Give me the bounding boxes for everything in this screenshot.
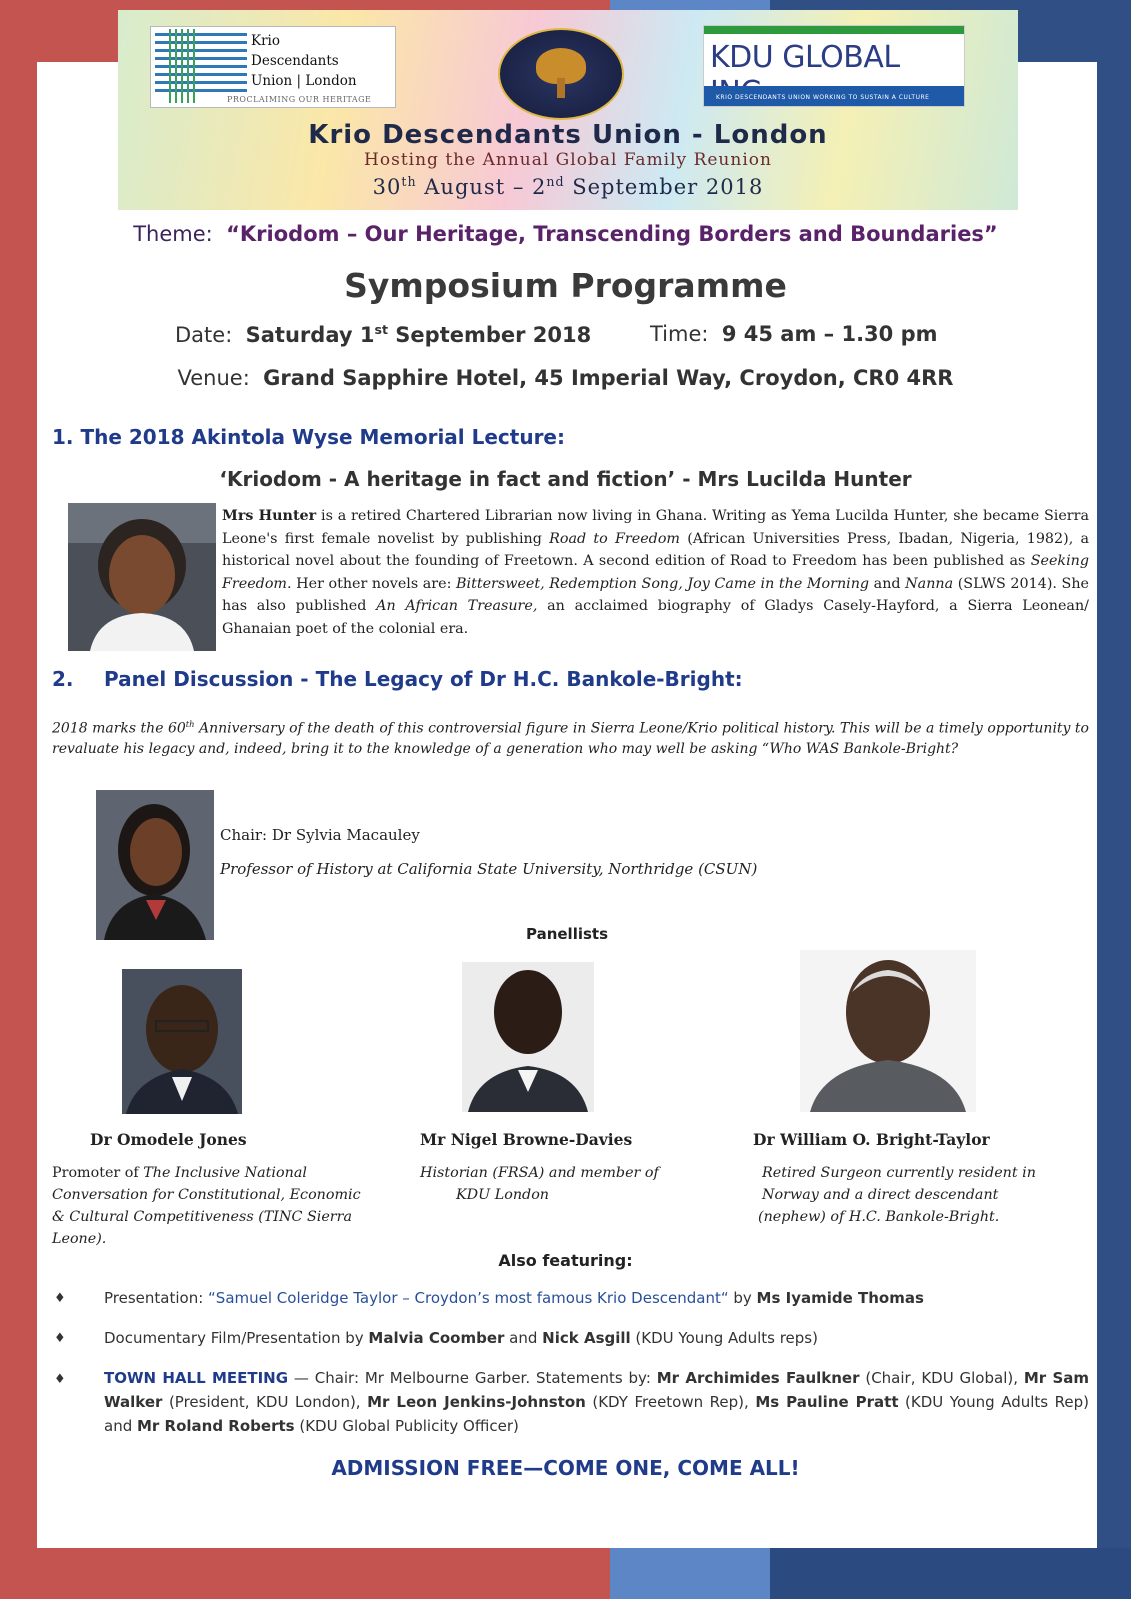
date-value-pre: Saturday 1: [245, 323, 375, 347]
panellist-3-desc-line-2: Norway and a direct descendant: [762, 1187, 999, 1203]
bio-name: Mrs Hunter: [222, 508, 317, 524]
lecture-bio: [222, 505, 1089, 640]
panellist-2-desc: [420, 1162, 720, 1206]
venue-label: Venue:: [177, 366, 250, 390]
venue-line: [0, 366, 1131, 390]
frame-blue-bottom: [610, 1548, 770, 1599]
section-1-heading: 1. The 2018 Akintola Wyse Memorial Lecture:: [52, 425, 565, 449]
date-value-sup: st: [374, 322, 388, 337]
frame-red-bottom: [0, 1548, 610, 1599]
panellists-heading: Panellists: [525, 925, 609, 943]
tree-emblem-icon: [498, 28, 624, 120]
panel-intro: [52, 714, 1089, 760]
panellist-1-name: Dr Omodele Jones: [90, 1130, 247, 1149]
kdu-logo-line-2: Descendants: [251, 53, 339, 69]
bullet-icon: ♦: [54, 1291, 66, 1306]
bio-book-2: Seeking Freedom.: [222, 553, 1089, 592]
section-2-heading: Panel Discussion - The Legacy of Dr H.C. Bankole-Bright:: [104, 667, 743, 691]
theme-label: Theme:: [133, 222, 213, 246]
bio-text-1: is a retired Chartered Librarian now living in Ghana. Writing as Yema Lucilda Hunter, she became Sierra Leone's first female novelist by publishing: [222, 508, 1090, 547]
kdu-global-green-bar: [704, 26, 964, 34]
time-label: Time:: [650, 322, 709, 346]
town-hall-name-2: Mr Sam Walker: [104, 1369, 1089, 1411]
town-hall-name-1: Mr Archimides Faulkner: [656, 1369, 860, 1387]
banner-title: Krio Descendants Union - London: [308, 120, 828, 150]
bullet-icon: ♦: [54, 1331, 66, 1346]
bio-text-2: (African Universities Press, Ibadan, Nigeria, 1982), a historical novel about the founding of Freetown. A second edition of Road to Freedom has been published as: [222, 530, 1090, 569]
kdu-global-name: KDU GLOBAL: [710, 40, 900, 75]
also-featuring-heading: Also featuring:: [498, 1251, 633, 1270]
feature-1-title: “Samuel Coleridge Taylor – Croydon’s most famous Krio Descendant“: [208, 1289, 729, 1307]
panellist-3-name: Dr William O. Bright-Taylor: [753, 1130, 990, 1149]
kdu-logo-line-3: Union | London: [251, 73, 357, 89]
lecture-title: ‘Kriodom - A heritage in fact and fiction’ - Mrs Lucilda Hunter: [219, 467, 912, 491]
panellist-1-desc: [52, 1162, 372, 1250]
chair-line: Chair: Dr Sylvia Macauley: [220, 826, 420, 844]
town-hall-text-6: (KDU Global Publicity Officer): [294, 1417, 519, 1435]
photo-sylvia-macauley: [96, 790, 214, 940]
kdu-logo-tagline: PROCLAIMING OUR HERITAGE: [227, 95, 372, 104]
bio-text-3: Her other novels are:: [291, 575, 457, 592]
banner-dates: [118, 174, 1018, 199]
feature-1-name: Ms Iyamide Thomas: [756, 1289, 924, 1307]
feature-2-name-1: Malvia Coomber: [368, 1329, 505, 1347]
kdu-logo-vlines: [169, 29, 199, 103]
panellist-1-desc-italic: The Inclusive National Conversation for Constitutional, Economic & Cultural Competitiveness (TINC Sierra Leone).: [52, 1165, 361, 1247]
bio-book-1: Road to Freedom: [549, 530, 680, 547]
bio-book-3: Bittersweet, Redemption Song, Joy Came in the Morning: [456, 575, 870, 592]
kdu-global-logo: [703, 25, 965, 107]
panellist-2-name: Mr Nigel Browne-Davies: [420, 1130, 633, 1149]
emblem-tree-trunk: [557, 78, 565, 98]
section-2-number: 2.: [52, 667, 74, 691]
feature-2-post: (KDU Young Adults reps): [630, 1329, 818, 1347]
town-hall-name-3: Mr Leon Jenkins-Johnston: [367, 1393, 586, 1411]
banner-date-end-month: September 2018: [572, 175, 764, 199]
panellist-2-desc-line-1: Historian (FRSA) and member of: [420, 1165, 659, 1181]
town-hall-text-5: (KDU Young Adults Rep) and: [104, 1393, 1089, 1435]
kdu-logo-line-1: Krio: [251, 33, 280, 49]
time-line: [650, 322, 938, 346]
photo-omodele-jones: [122, 969, 242, 1114]
panellist-3-desc: [758, 1162, 1082, 1228]
panellist-3-desc-line-3: (nephew) of H.C. Bankole-Bright.: [758, 1209, 1000, 1225]
panellist-3-desc-line-1: Retired Surgeon currently resident in: [762, 1165, 1036, 1181]
town-hall-text-4: (KDY Freetown Rep),: [585, 1393, 756, 1411]
town-hall-name-5: Mr Roland Roberts: [137, 1417, 295, 1435]
banner-date-start-month: August – 2: [424, 175, 547, 199]
header-banner: [118, 10, 1018, 210]
feature-2-and: and: [504, 1329, 543, 1347]
date-value-post: September 2018: [395, 323, 592, 347]
date-line: [175, 322, 591, 347]
bio-text-5: (SLWS 2014). She has also published: [222, 575, 1089, 614]
feature-1-by: by: [728, 1289, 757, 1307]
town-hall-text-2: (Chair, KDU Global),: [859, 1369, 1024, 1387]
banner-subtitle: Hosting the Annual Global Family Reunion: [364, 150, 772, 170]
date-label: Date:: [175, 323, 233, 347]
chair-role: Professor of History at California State University, Northridge (CSUN): [220, 860, 758, 878]
feature-2-name-2: Nick Asgill: [542, 1329, 631, 1347]
frame-navy-bottom: [770, 1548, 1131, 1599]
feature-1-pre: Presentation:: [104, 1289, 209, 1307]
banner-date-start-day: 30: [372, 175, 402, 199]
feature-item-documentary: [104, 1326, 1089, 1350]
banner-date-start-sup: th: [401, 174, 417, 189]
time-value: 9 45 am – 1.30 pm: [721, 322, 938, 346]
feature-item-presentation: [104, 1286, 1089, 1310]
feature-2-pre: Documentary Film/Presentation by: [104, 1329, 369, 1347]
page-title: Symposium Programme: [344, 266, 787, 305]
admission-banner: ADMISSION FREE—COME ONE, COME ALL!: [331, 1456, 800, 1480]
bio-book-4: Nanna: [905, 575, 954, 592]
photo-nigel-browne-davies: [462, 962, 594, 1112]
bio-text-4: and: [869, 575, 906, 592]
town-hall-name-4: Ms Pauline Pratt: [755, 1393, 899, 1411]
kdu-london-logo: [150, 26, 396, 108]
photo-lucilda-hunter: [68, 503, 216, 651]
kdu-global-tagline: KRIO DESCENDANTS UNION WORKING TO SUSTAIN A CULTURE: [716, 94, 930, 101]
theme-text: “Kriodom – Our Heritage, Transcending Borders and Boundaries”: [226, 222, 998, 246]
bio-book-5: An African Treasure,: [376, 598, 538, 614]
theme-line: [0, 222, 1131, 246]
venue-value: Grand Sapphire Hotel, 45 Imperial Way, Croydon, CR0 4RR: [263, 366, 954, 390]
panellist-2-desc-line-2: KDU London: [456, 1187, 550, 1203]
town-hall-label: TOWN HALL MEETING: [104, 1369, 289, 1387]
panel-intro-post: Anniversary of the death of this controversial figure in Sierra Leone/Krio political history. This will be a timely opportunity to revaluate his legacy and, indeed, bring it to the knowledge of a generation who may well be asking “Who WAS Bankole-Bright?: [52, 720, 1089, 758]
banner-date-end-sup: nd: [546, 174, 565, 189]
photo-william-bright-taylor: [800, 950, 976, 1112]
feature-item-town-hall: [104, 1366, 1089, 1438]
panel-intro-sup: th: [185, 719, 195, 729]
panel-intro-pre: 2018 marks the 60: [52, 720, 186, 737]
town-hall-text-1: — Chair: Mr Melbourne Garber. Statements by:: [288, 1369, 657, 1387]
bio-text-6: an acclaimed biography of Gladys Casely-Hayford, a Sierra Leonean/ Ghanaian poet of the colonial era.: [222, 598, 1089, 637]
bullet-icon: ♦: [54, 1372, 66, 1387]
panellist-1-desc-pre: Promoter of: [52, 1165, 144, 1181]
town-hall-text-3: (President, KDU London),: [162, 1393, 368, 1411]
